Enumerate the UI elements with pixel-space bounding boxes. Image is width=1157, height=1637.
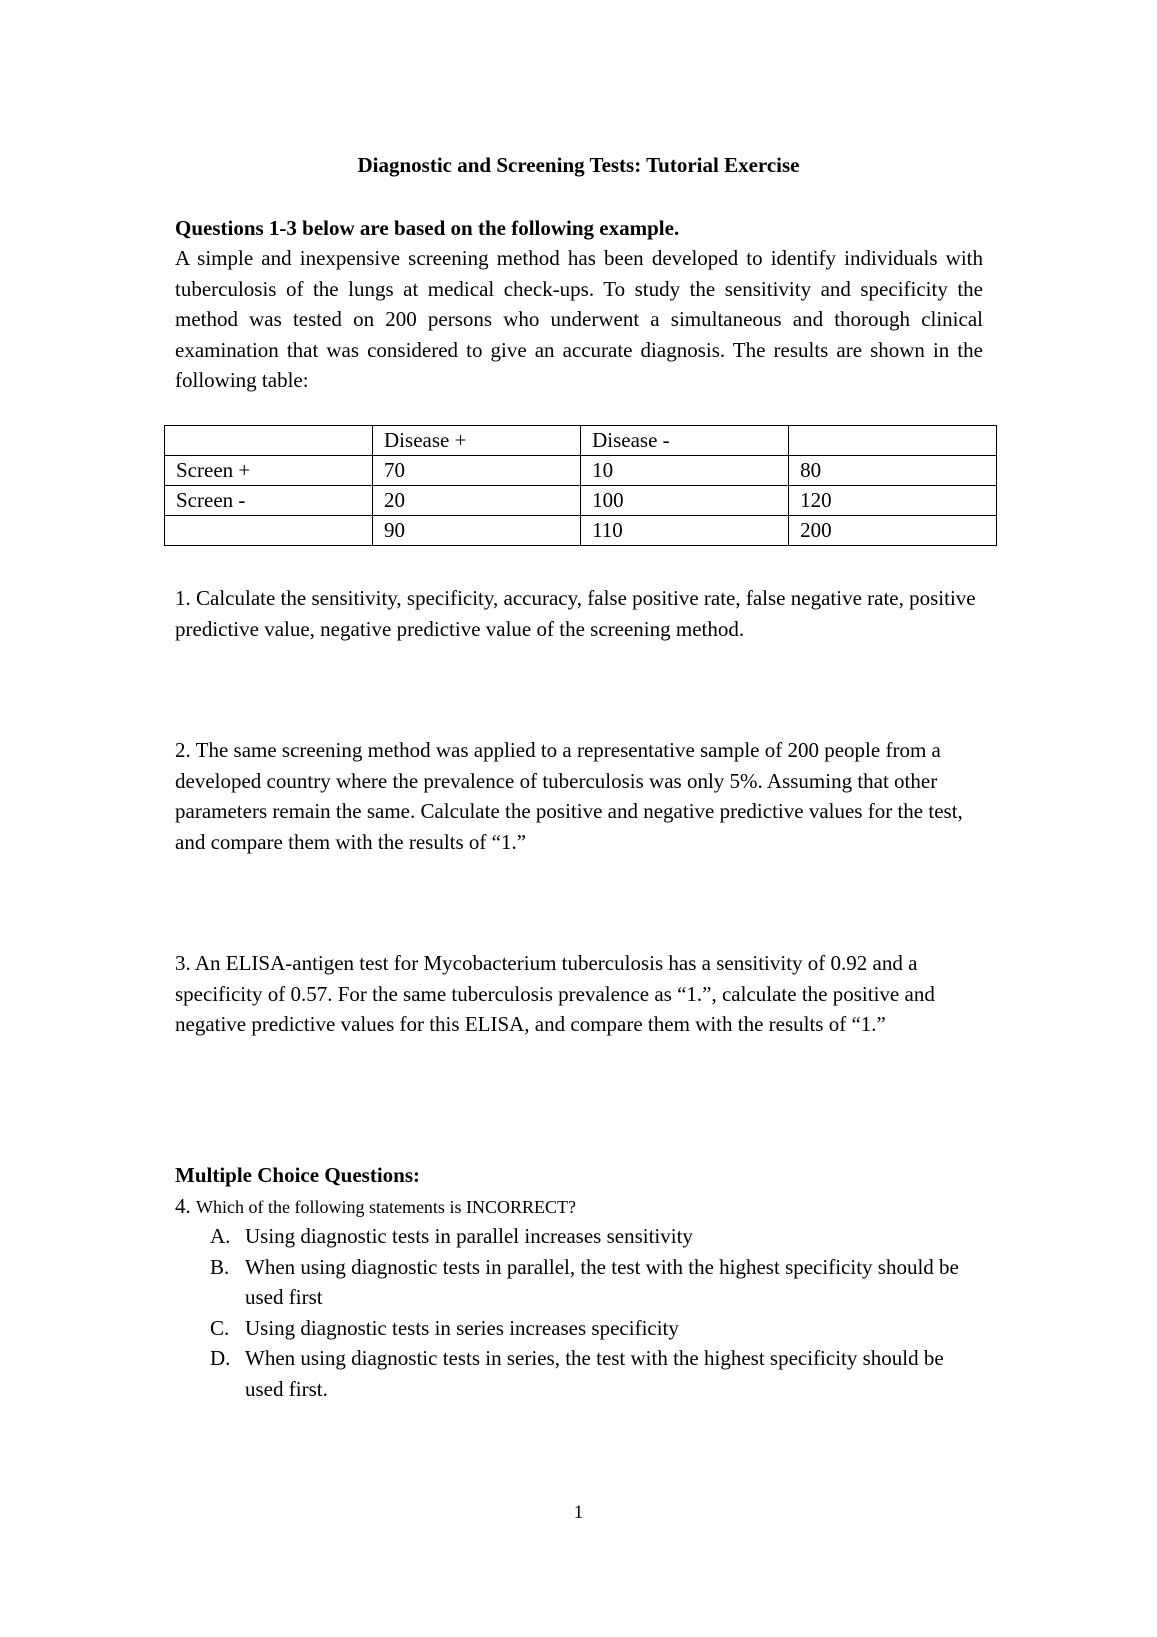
table-cell bbox=[789, 426, 997, 456]
table-cell: 110 bbox=[581, 516, 789, 546]
question-1: 1. Calculate the sensitivity, specificity, accuracy, false positive rate, false negative rate, positive predictive value, negative predictive value of the screening method. bbox=[175, 586, 976, 641]
table-row bbox=[165, 516, 997, 546]
intro-heading: Questions 1-3 below are based on the following example. bbox=[175, 216, 680, 240]
option-text: Using diagnostic tests in parallel increases sensitivity bbox=[245, 1224, 693, 1248]
table-cell: Screen - bbox=[165, 486, 373, 516]
question-3: 3. An ELISA-antigen test for Mycobacterium tuberculosis has a sensitivity of 0.92 and a specificity of 0.57. For the same tuberculosis prevalence as “1.”, calculate the positive and negative predictive values for this ELISA, and compare them with the results of “1.” bbox=[175, 951, 935, 1036]
option-d bbox=[175, 1343, 983, 1404]
table-cell: 10 bbox=[581, 456, 789, 486]
option-text: When using diagnostic tests in series, the test with the highest specificity should be used first. bbox=[245, 1346, 944, 1401]
question-2: 2. The same screening method was applied to a representative sample of 200 people from a developed country where the prevalence of tuberculosis was only 5%. Assuming that other parameters remain the same. Calculate the positive and negative predictive values for the test, and compare them with the results of “1.” bbox=[175, 738, 963, 854]
table-row bbox=[165, 456, 997, 486]
question-4-number: 4. bbox=[175, 1194, 191, 1218]
intro-paragraph: A simple and inexpensive screening method has been developed to identify individuals with tuberculosis of the lungs at medical check-ups. To study the sensitivity and specificity the method was tested on 200 persons who underwent a simultaneous and thorough clinical examination that was considered to give an accurate diagnosis. The results are shown in the following table: bbox=[175, 246, 983, 392]
option-text: When using diagnostic tests in parallel, the test with the highest specificity should be used first bbox=[245, 1254, 959, 1309]
page-title: Diagnostic and Screening Tests: Tutorial Exercise bbox=[357, 153, 800, 177]
option-letter: C. bbox=[210, 1315, 230, 1340]
table-cell: 100 bbox=[581, 486, 789, 516]
table-cell: 120 bbox=[789, 486, 997, 516]
table-cell: 90 bbox=[373, 516, 581, 546]
table-cell: 20 bbox=[373, 486, 581, 516]
option-letter: D. bbox=[210, 1346, 231, 1370]
page-number: 1 bbox=[573, 1502, 584, 1523]
option-letter: B. bbox=[210, 1254, 230, 1279]
table-row bbox=[165, 486, 997, 516]
mcq-heading: Multiple Choice Questions: bbox=[175, 1163, 420, 1187]
table-cell: 80 bbox=[789, 456, 997, 486]
table-cell bbox=[165, 516, 373, 546]
option-c bbox=[175, 1313, 983, 1344]
option-a bbox=[175, 1221, 983, 1252]
question-4 bbox=[175, 1191, 983, 1223]
table-cell: Screen + bbox=[165, 456, 373, 486]
option-text: Using diagnostic tests in series increases specificity bbox=[245, 1315, 679, 1340]
table-cell: 200 bbox=[789, 516, 997, 546]
answer-options bbox=[175, 1221, 983, 1404]
option-letter: A. bbox=[210, 1224, 231, 1248]
option-b bbox=[175, 1252, 983, 1313]
question-4-text: Which of the following statements is INCORRECT? bbox=[196, 1197, 576, 1217]
table-cell: Disease + bbox=[373, 426, 581, 456]
contingency-table bbox=[164, 425, 997, 546]
table-cell bbox=[165, 426, 373, 456]
table-row bbox=[165, 426, 997, 456]
table-cell: 70 bbox=[373, 456, 581, 486]
table-cell: Disease - bbox=[581, 426, 789, 456]
